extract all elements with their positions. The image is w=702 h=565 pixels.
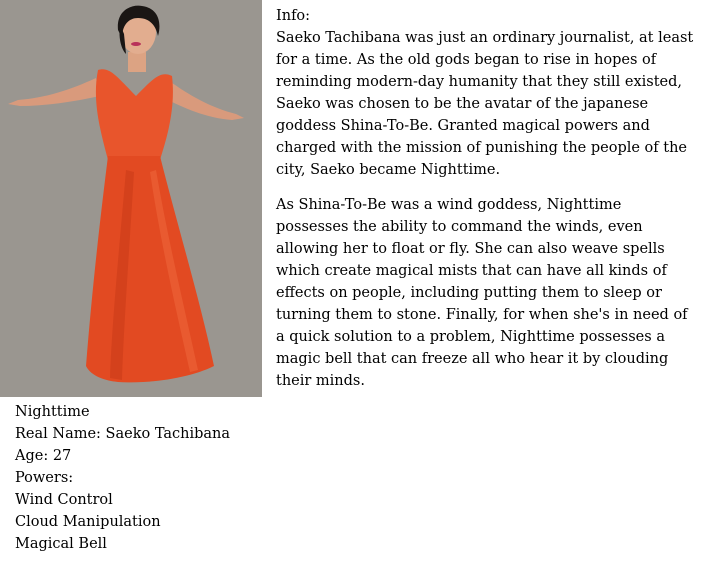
powers-label: Powers: [15,470,74,486]
info-heading: Info: [276,8,311,24]
character-figure-illustration [0,0,262,397]
info-section [276,5,696,392]
power-item: Wind Control [15,492,113,508]
power-item: Cloud Manipulation [15,514,161,530]
character-stats [15,401,265,555]
info-paragraph: As Shina-To-Be was a wind goddess, Nighttime possesses the ability to command the winds, even allowing her to float or fly. She can also weave spells which create magical mists that can have all kinds of effects on people, including putting them to sleep or turning them to stone. Finally, for when she's in need of a quick solution to a problem, Nighttime possesses a magic bell that can freeze all who hear it by clouding their minds. [276,197,688,389]
power-item: Magical Bell [15,536,107,552]
real-name: Real Name: Saeko Tachibana [15,426,231,442]
character-name: Nighttime [15,404,90,420]
character-portrait [0,0,262,397]
age: Age: 27 [15,448,72,464]
info-paragraph: Saeko Tachibana was just an ordinary journalist, at least for a time. As the old gods began to rise in hopes of reminding modern-day humanity that they still existed, Saeko was chosen to be the avatar of the japanese goddess Shina-To-Be. Granted magical powers and charged with the mission of punishing the people of the city, Saeko became Nighttime. [276,30,694,178]
